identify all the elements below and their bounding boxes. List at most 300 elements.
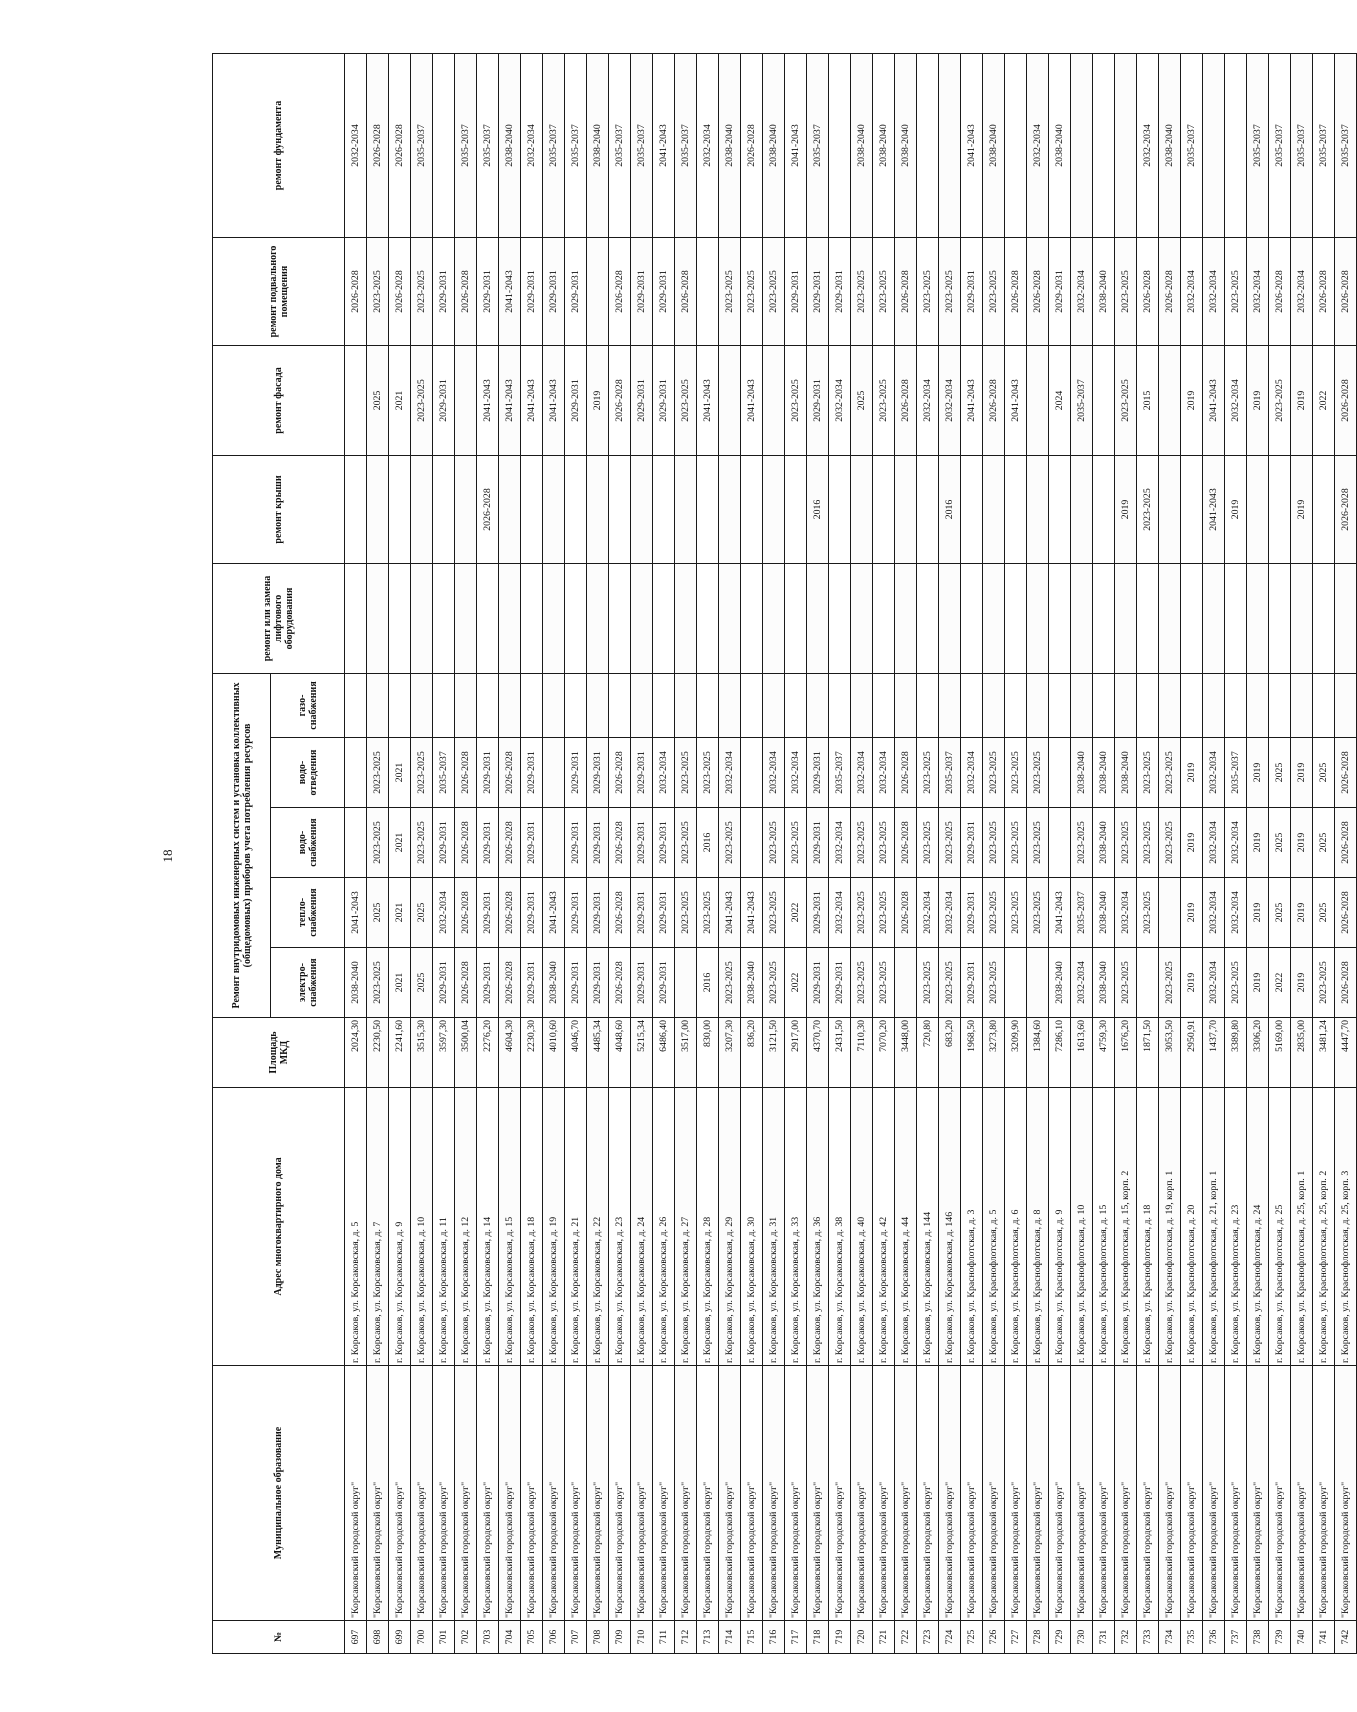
sewer-cell: 2032-2034 xyxy=(763,738,785,808)
table-row xyxy=(851,53,873,1653)
electric-cell: 2023-2025 xyxy=(917,948,939,1018)
table-row xyxy=(389,53,411,1653)
table-row xyxy=(367,53,389,1653)
elevator-cell xyxy=(895,563,917,673)
heat-cell: 2035-2037 xyxy=(1071,878,1093,948)
row-number: 732 xyxy=(1115,1621,1137,1654)
facade-cell: 2029-2031 xyxy=(565,345,587,455)
municipality-cell: "Корсаковский городской округ" xyxy=(895,1366,917,1621)
facade-cell: 2029-2031 xyxy=(631,345,653,455)
water-cell: 2032-2034 xyxy=(1225,808,1247,878)
electric-cell: 2038-2040 xyxy=(1049,948,1071,1018)
elevator-cell xyxy=(829,563,851,673)
address-cell: г. Корсаков, ул. Корсаковская, д. 146 xyxy=(939,1088,961,1366)
facade-cell: 2029-2031 xyxy=(433,345,455,455)
row-number: 721 xyxy=(873,1621,895,1654)
area-cell: 3515,30 xyxy=(411,1018,433,1088)
roof-cell xyxy=(763,455,785,563)
elevator-cell xyxy=(587,563,609,673)
roof-cell xyxy=(367,455,389,563)
heat-cell: 2025 xyxy=(1269,878,1291,948)
foundation-cell: 2041-2043 xyxy=(961,53,983,237)
sewer-cell: 2023-2025 xyxy=(675,738,697,808)
header-number: № xyxy=(213,1621,345,1654)
area-cell: 2917,00 xyxy=(785,1018,807,1088)
basement-cell: 2029-2031 xyxy=(1049,237,1071,345)
municipality-cell: "Корсаковский городской округ" xyxy=(565,1366,587,1621)
row-number: 699 xyxy=(389,1621,411,1654)
foundation-cell xyxy=(917,53,939,237)
gas-cell xyxy=(851,673,873,737)
foundation-cell xyxy=(939,53,961,237)
municipality-cell: "Корсаковский городской округ" xyxy=(433,1366,455,1621)
address-cell: г. Корсаков, ул. Краснофлотская, д. 23 xyxy=(1225,1088,1247,1366)
gas-cell xyxy=(411,673,433,737)
municipality-cell: "Корсаковский городской округ" xyxy=(1159,1366,1181,1621)
foundation-cell xyxy=(433,53,455,237)
table-body xyxy=(345,53,1357,1653)
water-cell xyxy=(345,808,367,878)
heat-cell: 2032-2034 xyxy=(917,878,939,948)
electric-cell xyxy=(675,948,697,1018)
electric-cell: 2038-2040 xyxy=(345,948,367,1018)
municipality-cell: "Корсаковский городской округ" xyxy=(719,1366,741,1621)
heat-cell: 2032-2034 xyxy=(829,878,851,948)
row-number: 704 xyxy=(499,1621,521,1654)
foundation-cell xyxy=(1005,53,1027,237)
header-sewer: водо-отведения xyxy=(271,738,345,808)
heat-cell: 2026-2028 xyxy=(499,878,521,948)
facade-cell: 2023-2025 xyxy=(785,345,807,455)
facade-cell: 2025 xyxy=(367,345,389,455)
foundation-cell: 2032-2034 xyxy=(697,53,719,237)
row-number: 713 xyxy=(697,1621,719,1654)
row-number: 733 xyxy=(1137,1621,1159,1654)
foundation-cell xyxy=(1071,53,1093,237)
table-row xyxy=(477,53,499,1653)
facade-cell: 2026-2028 xyxy=(609,345,631,455)
table-row xyxy=(565,53,587,1653)
roof-cell xyxy=(917,455,939,563)
elevator-cell xyxy=(807,563,829,673)
municipality-cell: "Корсаковский городской округ" xyxy=(741,1366,763,1621)
foundation-cell: 2035-2037 xyxy=(1247,53,1269,237)
roof-cell xyxy=(1313,455,1335,563)
address-cell: г. Корсаков, ул. Краснофлотская, д. 25, корп. 1 xyxy=(1291,1088,1313,1366)
heat-cell: 2021 xyxy=(389,878,411,948)
address-cell: г. Корсаков, ул. Корсаковская, д. 12 xyxy=(455,1088,477,1366)
roof-cell xyxy=(895,455,917,563)
electric-cell: 2029-2031 xyxy=(477,948,499,1018)
gas-cell xyxy=(653,673,675,737)
foundation-cell: 2035-2037 xyxy=(1181,53,1203,237)
water-cell: 2029-2031 xyxy=(587,808,609,878)
municipality-cell: "Корсаковский городской округ" xyxy=(455,1366,477,1621)
heat-cell: 2029-2031 xyxy=(631,878,653,948)
elevator-cell xyxy=(477,563,499,673)
header-heat: тепло-снабжения xyxy=(271,878,345,948)
electric-cell: 2029-2031 xyxy=(565,948,587,1018)
sewer-cell: 2023-2025 xyxy=(1005,738,1027,808)
roof-cell xyxy=(389,455,411,563)
header-gas: газо-снабжения xyxy=(271,673,345,737)
area-cell: 7286,10 xyxy=(1049,1018,1071,1088)
elevator-cell xyxy=(873,563,895,673)
electric-cell: 2023-2025 xyxy=(939,948,961,1018)
water-cell: 2029-2031 xyxy=(653,808,675,878)
facade-cell: 2035-2037 xyxy=(1071,345,1093,455)
elevator-cell xyxy=(917,563,939,673)
row-number: 708 xyxy=(587,1621,609,1654)
roof-cell: 2023-2025 xyxy=(1137,455,1159,563)
gas-cell xyxy=(1049,673,1071,737)
gas-cell xyxy=(499,673,521,737)
basement-cell: 2029-2031 xyxy=(653,237,675,345)
heat-cell: 2023-2025 xyxy=(1027,878,1049,948)
elevator-cell xyxy=(1115,563,1137,673)
address-cell: г. Корсаков, ул. Корсаковская, д. 26 xyxy=(653,1088,675,1366)
row-number: 712 xyxy=(675,1621,697,1654)
sewer-cell xyxy=(1049,738,1071,808)
heat-cell: 2022 xyxy=(785,878,807,948)
electric-cell: 2025 xyxy=(411,948,433,1018)
area-cell: 3306,20 xyxy=(1247,1018,1269,1088)
water-cell: 2029-2031 xyxy=(521,808,543,878)
water-cell: 2029-2031 xyxy=(807,808,829,878)
elevator-cell xyxy=(631,563,653,673)
address-cell: г. Корсаков, ул. Корсаковская, д. 44 xyxy=(895,1088,917,1366)
elevator-cell xyxy=(719,563,741,673)
heat-cell: 2025 xyxy=(411,878,433,948)
water-cell xyxy=(543,808,565,878)
address-cell: г. Корсаков, ул. Корсаковская, д. 144 xyxy=(917,1088,939,1366)
roof-cell xyxy=(961,455,983,563)
roof-cell xyxy=(411,455,433,563)
table-row xyxy=(1335,53,1357,1653)
foundation-cell: 2035-2037 xyxy=(411,53,433,237)
area-cell: 3597,30 xyxy=(433,1018,455,1088)
address-cell: г. Корсаков, ул. Корсаковская, д. 33 xyxy=(785,1088,807,1366)
water-cell: 2029-2031 xyxy=(631,808,653,878)
facade-cell xyxy=(455,345,477,455)
table-row xyxy=(785,53,807,1653)
water-cell: 2023-2025 xyxy=(1005,808,1027,878)
municipality-cell: "Корсаковский городской округ" xyxy=(1269,1366,1291,1621)
facade-cell: 2041-2043 xyxy=(1005,345,1027,455)
roof-cell xyxy=(1027,455,1049,563)
water-cell: 2023-2025 xyxy=(917,808,939,878)
roof-cell xyxy=(587,455,609,563)
facade-cell: 2023-2025 xyxy=(675,345,697,455)
gas-cell xyxy=(697,673,719,737)
electric-cell: 2026-2028 xyxy=(1335,948,1357,1018)
gas-cell xyxy=(543,673,565,737)
electric-cell: 2022 xyxy=(785,948,807,1018)
table-row xyxy=(631,53,653,1653)
roof-cell xyxy=(565,455,587,563)
municipality-cell: "Корсаковский городской округ" xyxy=(1335,1366,1357,1621)
facade-cell: 2041-2043 xyxy=(477,345,499,455)
gas-cell xyxy=(1027,673,1049,737)
area-cell: 5169,00 xyxy=(1269,1018,1291,1088)
gas-cell xyxy=(807,673,829,737)
table-row xyxy=(499,53,521,1653)
gas-cell xyxy=(895,673,917,737)
roof-cell: 2019 xyxy=(1115,455,1137,563)
address-cell: г. Корсаков, ул. Краснофлотская, д. 3 xyxy=(961,1088,983,1366)
table-row xyxy=(873,53,895,1653)
area-cell: 1613,60 xyxy=(1071,1018,1093,1088)
water-cell: 2023-2025 xyxy=(983,808,1005,878)
sewer-cell: 2019 xyxy=(1291,738,1313,808)
facade-cell: 2024 xyxy=(1049,345,1071,455)
area-cell: 3517,00 xyxy=(675,1018,697,1088)
facade-cell: 2015 xyxy=(1137,345,1159,455)
table-row xyxy=(1049,53,1071,1653)
sewer-cell: 2023-2025 xyxy=(411,738,433,808)
gas-cell xyxy=(939,673,961,737)
row-number: 715 xyxy=(741,1621,763,1654)
table-row xyxy=(345,53,367,1653)
basement-cell: 2023-2025 xyxy=(1225,237,1247,345)
elevator-cell xyxy=(1247,563,1269,673)
foundation-cell: 2038-2040 xyxy=(1159,53,1181,237)
gas-cell xyxy=(741,673,763,737)
electric-cell: 2038-2040 xyxy=(543,948,565,1018)
water-cell: 2038-2040 xyxy=(1093,808,1115,878)
municipality-cell: "Корсаковский городской округ" xyxy=(829,1366,851,1621)
roof-cell xyxy=(829,455,851,563)
heat-cell: 2029-2031 xyxy=(807,878,829,948)
electric-cell: 2038-2040 xyxy=(1093,948,1115,1018)
electric-cell xyxy=(1137,948,1159,1018)
basement-cell: 2029-2031 xyxy=(433,237,455,345)
facade-cell: 2023-2025 xyxy=(873,345,895,455)
sewer-cell: 2025 xyxy=(1313,738,1335,808)
row-number: 707 xyxy=(565,1621,587,1654)
heat-cell: 2032-2034 xyxy=(939,878,961,948)
foundation-cell: 2035-2037 xyxy=(455,53,477,237)
foundation-cell: 2035-2037 xyxy=(1313,53,1335,237)
address-cell: г. Корсаков, ул. Корсаковская, д. 29 xyxy=(719,1088,741,1366)
basement-cell: 2023-2025 xyxy=(939,237,961,345)
sewer-cell: 2032-2034 xyxy=(961,738,983,808)
electric-cell: 2023-2025 xyxy=(851,948,873,1018)
water-cell: 2023-2025 xyxy=(1071,808,1093,878)
elevator-cell xyxy=(1203,563,1225,673)
roof-cell xyxy=(675,455,697,563)
municipality-cell: "Корсаковский городской округ" xyxy=(1225,1366,1247,1621)
sewer-cell: 2026-2028 xyxy=(1335,738,1357,808)
table-row xyxy=(917,53,939,1653)
facade-cell: 2023-2025 xyxy=(1115,345,1137,455)
elevator-cell xyxy=(1225,563,1247,673)
row-number: 702 xyxy=(455,1621,477,1654)
facade-cell: 2023-2025 xyxy=(1269,345,1291,455)
table-row xyxy=(961,53,983,1653)
header-address: Адрес многоквартирного дома xyxy=(213,1088,345,1366)
address-cell: г. Корсаков, ул. Корсаковская, д. 11 xyxy=(433,1088,455,1366)
gas-cell xyxy=(1225,673,1247,737)
facade-cell xyxy=(719,345,741,455)
electric-cell: 2029-2031 xyxy=(961,948,983,1018)
elevator-cell xyxy=(653,563,675,673)
sewer-cell: 2029-2031 xyxy=(565,738,587,808)
heat-cell: 2023-2025 xyxy=(675,878,697,948)
facade-cell: 2041-2043 xyxy=(1203,345,1225,455)
foundation-cell: 2041-2043 xyxy=(653,53,675,237)
basement-cell: 2023-2025 xyxy=(983,237,1005,345)
gas-cell xyxy=(1159,673,1181,737)
electric-cell: 2032-2034 xyxy=(1071,948,1093,1018)
heat-cell: 2019 xyxy=(1247,878,1269,948)
row-number: 740 xyxy=(1291,1621,1313,1654)
municipality-cell: "Корсаковский городской округ" xyxy=(543,1366,565,1621)
elevator-cell xyxy=(1269,563,1291,673)
heat-cell: 2026-2028 xyxy=(895,878,917,948)
address-cell: г. Корсаков, ул. Краснофлотская, д. 20 xyxy=(1181,1088,1203,1366)
table-row xyxy=(763,53,785,1653)
roof-cell xyxy=(499,455,521,563)
heat-cell: 2041-2043 xyxy=(1049,878,1071,948)
facade-cell xyxy=(763,345,785,455)
header-elevator: ремонт или замена лифтового оборудования xyxy=(213,563,345,673)
table-row xyxy=(1313,53,1335,1653)
water-cell: 2023-2025 xyxy=(1159,808,1181,878)
area-cell: 4447,70 xyxy=(1335,1018,1357,1088)
basement-cell xyxy=(697,237,719,345)
area-cell: 2230,50 xyxy=(367,1018,389,1088)
electric-cell: 2021 xyxy=(389,948,411,1018)
electric-cell: 2029-2031 xyxy=(587,948,609,1018)
elevator-cell xyxy=(1335,563,1357,673)
area-cell: 3121,50 xyxy=(763,1018,785,1088)
water-cell: 2019 xyxy=(1181,808,1203,878)
row-number: 723 xyxy=(917,1621,939,1654)
address-cell: г. Корсаков, ул. Корсаковская, д. 38 xyxy=(829,1088,851,1366)
address-cell: г. Корсаков, ул. Корсаковская, д. 22 xyxy=(587,1088,609,1366)
table-row xyxy=(543,53,565,1653)
row-number: 720 xyxy=(851,1621,873,1654)
heat-cell: 2041-2043 xyxy=(345,878,367,948)
area-cell: 4010,60 xyxy=(543,1018,565,1088)
row-number: 734 xyxy=(1159,1621,1181,1654)
gas-cell xyxy=(455,673,477,737)
table-row xyxy=(697,53,719,1653)
basement-cell: 2026-2028 xyxy=(1137,237,1159,345)
area-cell: 1384,60 xyxy=(1027,1018,1049,1088)
area-cell: 830,00 xyxy=(697,1018,719,1088)
roof-cell xyxy=(433,455,455,563)
area-cell: 3389,80 xyxy=(1225,1018,1247,1088)
table-row xyxy=(521,53,543,1653)
gas-cell xyxy=(763,673,785,737)
area-cell: 3207,30 xyxy=(719,1018,741,1088)
roof-cell xyxy=(1049,455,1071,563)
municipality-cell: "Корсаковский городской округ" xyxy=(939,1366,961,1621)
gas-cell xyxy=(609,673,631,737)
address-cell: г. Корсаков, ул. Краснофлотская, д. 9 xyxy=(1049,1088,1071,1366)
header-basement: ремонт подвального помещения xyxy=(213,237,345,345)
elevator-cell xyxy=(851,563,873,673)
gas-cell xyxy=(631,673,653,737)
area-cell: 5215,34 xyxy=(631,1018,653,1088)
electric-cell: 2023-2025 xyxy=(1313,948,1335,1018)
sewer-cell: 2038-2040 xyxy=(1115,738,1137,808)
municipality-cell: "Корсаковский городской округ" xyxy=(345,1366,367,1621)
basement-cell: 2023-2025 xyxy=(851,237,873,345)
area-cell: 2241,60 xyxy=(389,1018,411,1088)
facade-cell: 2019 xyxy=(587,345,609,455)
sewer-cell: 2019 xyxy=(1181,738,1203,808)
header-foundation: ремонт фундамента xyxy=(213,53,345,237)
foundation-cell: 2035-2037 xyxy=(1291,53,1313,237)
electric-cell xyxy=(1005,948,1027,1018)
basement-cell: 2029-2031 xyxy=(807,237,829,345)
roof-cell xyxy=(609,455,631,563)
foundation-cell: 2035-2037 xyxy=(1269,53,1291,237)
facade-cell: 2041-2043 xyxy=(961,345,983,455)
municipality-cell: "Корсаковский городской округ" xyxy=(1203,1366,1225,1621)
address-cell: г. Корсаков, ул. Краснофлотская, д. 25, корп. 3 xyxy=(1335,1088,1357,1366)
heat-cell: 2023-2025 xyxy=(873,878,895,948)
roof-cell xyxy=(741,455,763,563)
gas-cell xyxy=(1137,673,1159,737)
sewer-cell: 2035-2037 xyxy=(829,738,851,808)
electric-cell: 2026-2028 xyxy=(499,948,521,1018)
heat-cell: 2023-2025 xyxy=(697,878,719,948)
address-cell: г. Корсаков, ул. Корсаковская, д. 31 xyxy=(763,1088,785,1366)
table-row xyxy=(1005,53,1027,1653)
electric-cell: 2023-2025 xyxy=(983,948,1005,1018)
electric-cell: 2023-2025 xyxy=(719,948,741,1018)
row-number: 729 xyxy=(1049,1621,1071,1654)
facade-cell: 2041-2043 xyxy=(741,345,763,455)
row-number: 742 xyxy=(1335,1621,1357,1654)
area-cell: 7110,30 xyxy=(851,1018,873,1088)
water-cell: 2023-2025 xyxy=(675,808,697,878)
sewer-cell: 2023-2025 xyxy=(367,738,389,808)
sewer-cell: 2026-2028 xyxy=(455,738,477,808)
basement-cell: 2029-2031 xyxy=(477,237,499,345)
table-row xyxy=(895,53,917,1653)
facade-cell xyxy=(1093,345,1115,455)
roof-cell: 2019 xyxy=(1291,455,1313,563)
table-row xyxy=(1071,53,1093,1653)
foundation-cell: 2038-2040 xyxy=(1049,53,1071,237)
water-cell: 2023-2025 xyxy=(367,808,389,878)
heat-cell: 2019 xyxy=(1291,878,1313,948)
address-cell: г. Корсаков, ул. Корсаковская, д. 19 xyxy=(543,1088,565,1366)
row-number: 730 xyxy=(1071,1621,1093,1654)
area-cell: 2230,30 xyxy=(521,1018,543,1088)
table-row xyxy=(1027,53,1049,1653)
roof-cell xyxy=(697,455,719,563)
basement-cell: 2026-2028 xyxy=(1313,237,1335,345)
facade-cell: 2019 xyxy=(1181,345,1203,455)
foundation-cell xyxy=(1093,53,1115,237)
sewer-cell: 2029-2031 xyxy=(807,738,829,808)
table-row xyxy=(1115,53,1137,1653)
heat-cell: 2041-2043 xyxy=(719,878,741,948)
gas-cell xyxy=(1115,673,1137,737)
table-row xyxy=(1137,53,1159,1653)
municipality-cell: "Корсаковский городской округ" xyxy=(1027,1366,1049,1621)
gas-cell xyxy=(1247,673,1269,737)
roof-cell xyxy=(1005,455,1027,563)
address-cell: г. Корсаков, ул. Корсаковская, д. 7 xyxy=(367,1088,389,1366)
address-cell: г. Корсаков, ул. Краснофлотская, д. 15 xyxy=(1093,1088,1115,1366)
